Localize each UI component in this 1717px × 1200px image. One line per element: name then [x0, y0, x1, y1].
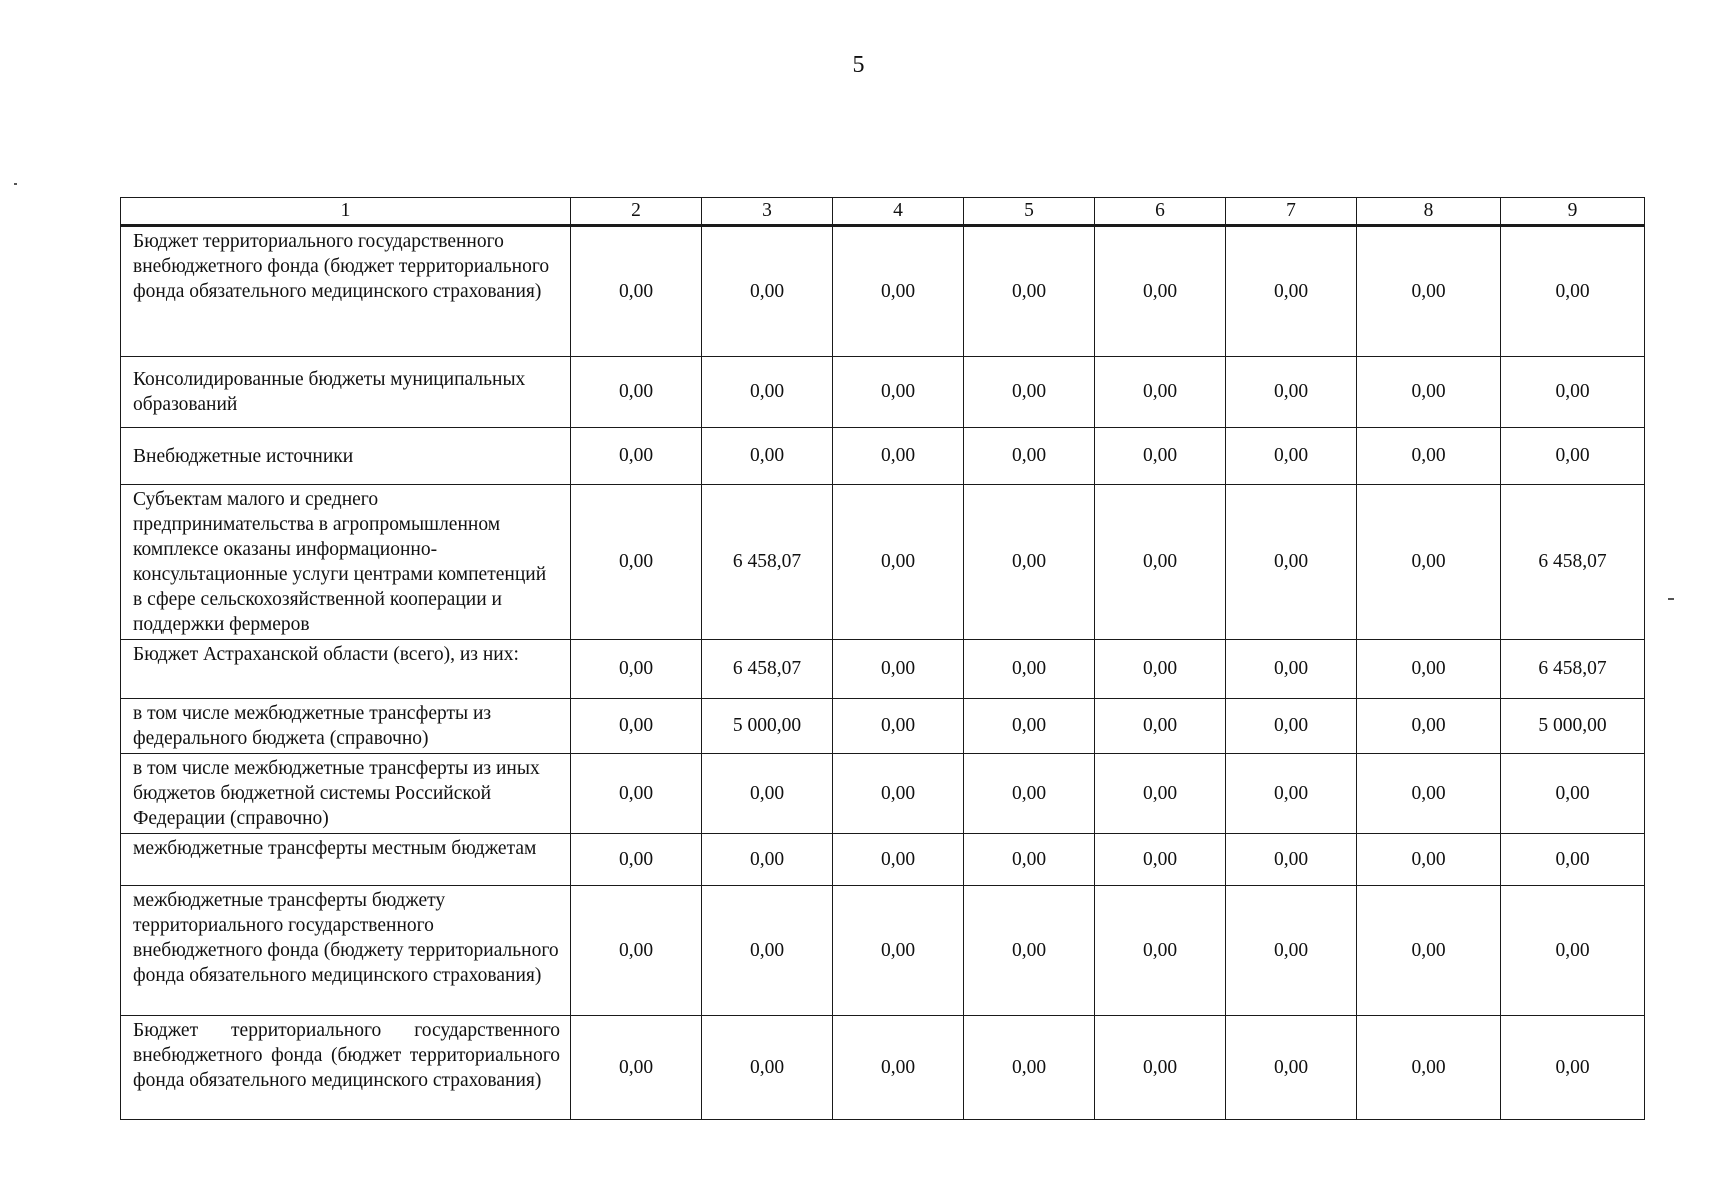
value-cell: 5 000,00 [1501, 699, 1645, 754]
value-cell: 0,00 [571, 357, 702, 428]
value-cell: 0,00 [1357, 640, 1501, 699]
value-cell: 0,00 [702, 428, 833, 485]
value-cell: 0,00 [1357, 1016, 1501, 1120]
value-cell: 0,00 [571, 834, 702, 886]
value-cell: 0,00 [833, 834, 964, 886]
value-cell: 0,00 [571, 699, 702, 754]
table-row [121, 886, 1645, 1016]
value-cell: 0,00 [964, 428, 1095, 485]
value-cell: 5 000,00 [702, 699, 833, 754]
value-cell: 0,00 [1226, 485, 1357, 640]
value-cell: 0,00 [1226, 357, 1357, 428]
column-header: 8 [1357, 198, 1501, 226]
value-cell: 0,00 [702, 834, 833, 886]
column-header: 6 [1095, 198, 1226, 226]
value-cell: 0,00 [1501, 226, 1645, 357]
value-cell: 0,00 [1226, 699, 1357, 754]
value-cell: 0,00 [702, 357, 833, 428]
value-cell: 0,00 [1501, 1016, 1645, 1120]
row-label: Субъектам малого и среднего предпринимательства в агропромышленном комплексе оказаны информационно-консультационные услуги центрами компетенций в сфере сельскохозяйственной кооперации и поддержки фермеров [121, 485, 571, 640]
value-cell: 6 458,07 [1501, 640, 1645, 699]
value-cell: 0,00 [1357, 834, 1501, 886]
table-row [121, 226, 1645, 357]
value-cell: 0,00 [1357, 226, 1501, 357]
value-cell: 0,00 [833, 428, 964, 485]
value-cell: 0,00 [1095, 886, 1226, 1016]
value-cell: 0,00 [1095, 754, 1226, 834]
table-row [121, 485, 1645, 640]
value-cell: 0,00 [1095, 1016, 1226, 1120]
value-cell: 0,00 [571, 1016, 702, 1120]
column-header: 5 [964, 198, 1095, 226]
scan-speck [1668, 598, 1674, 600]
value-cell: 0,00 [833, 640, 964, 699]
value-cell: 0,00 [964, 834, 1095, 886]
value-cell: 0,00 [833, 226, 964, 357]
value-cell: 0,00 [1357, 754, 1501, 834]
value-cell: 0,00 [964, 754, 1095, 834]
value-cell: 0,00 [1226, 428, 1357, 485]
value-cell: 0,00 [571, 640, 702, 699]
value-cell: 0,00 [833, 485, 964, 640]
value-cell: 0,00 [833, 1016, 964, 1120]
value-cell: 0,00 [833, 754, 964, 834]
value-cell: 0,00 [1226, 226, 1357, 357]
row-label: Бюджет Астраханской области (всего), из них: [121, 640, 571, 699]
value-cell: 6 458,07 [1501, 485, 1645, 640]
value-cell: 0,00 [1357, 428, 1501, 485]
table-header-row [121, 198, 1645, 226]
value-cell: 0,00 [1501, 357, 1645, 428]
table-row [121, 640, 1645, 699]
table-row [121, 428, 1645, 485]
row-label: в том числе межбюджетные трансферты из федерального бюджета (справочно) [121, 699, 571, 754]
value-cell: 0,00 [964, 699, 1095, 754]
value-cell: 0,00 [1226, 754, 1357, 834]
value-cell: 0,00 [1095, 640, 1226, 699]
value-cell: 0,00 [1501, 834, 1645, 886]
value-cell: 6 458,07 [702, 640, 833, 699]
value-cell: 0,00 [964, 357, 1095, 428]
value-cell: 0,00 [1357, 699, 1501, 754]
budget-table [120, 197, 1645, 1120]
scan-speck [14, 183, 17, 185]
value-cell: 0,00 [702, 226, 833, 357]
column-header: 1 [121, 198, 571, 226]
table-row [121, 357, 1645, 428]
value-cell: 0,00 [1357, 357, 1501, 428]
value-cell: 0,00 [1226, 640, 1357, 699]
value-cell: 0,00 [1095, 699, 1226, 754]
value-cell: 0,00 [1357, 886, 1501, 1016]
value-cell: 0,00 [964, 640, 1095, 699]
value-cell: 0,00 [1357, 485, 1501, 640]
value-cell: 0,00 [833, 357, 964, 428]
value-cell: 0,00 [1095, 428, 1226, 485]
value-cell: 0,00 [1501, 428, 1645, 485]
value-cell: 0,00 [571, 485, 702, 640]
value-cell: 0,00 [1095, 357, 1226, 428]
row-label: Бюджет территориального государственного внебюджетного фонда (бюджет территориального фонда обязательного медицинского страхования) [121, 1016, 571, 1120]
value-cell: 0,00 [571, 886, 702, 1016]
value-cell: 0,00 [571, 226, 702, 357]
value-cell: 0,00 [702, 886, 833, 1016]
table-row [121, 754, 1645, 834]
column-header: 2 [571, 198, 702, 226]
column-header: 7 [1226, 198, 1357, 226]
value-cell: 0,00 [964, 485, 1095, 640]
value-cell: 6 458,07 [702, 485, 833, 640]
table-row [121, 834, 1645, 886]
row-label: Внебюджетные источники [121, 428, 571, 485]
table-row [121, 1016, 1645, 1120]
row-label: Бюджет территориального государственного внебюджетного фонда (бюджет территориального фонда обязательного медицинского страхования) [121, 226, 571, 357]
value-cell: 0,00 [702, 1016, 833, 1120]
row-label: межбюджетные трансферты местным бюджетам [121, 834, 571, 886]
column-header: 4 [833, 198, 964, 226]
row-label: межбюджетные трансферты бюджету территориального государственного внебюджетного фонда (бюджету территориального фонда обязательного медицинского страхования) [121, 886, 571, 1016]
value-cell: 0,00 [1501, 886, 1645, 1016]
value-cell: 0,00 [571, 754, 702, 834]
page-number: 5 [852, 52, 865, 78]
row-label: Консолидированные бюджеты муниципальных образований [121, 357, 571, 428]
value-cell: 0,00 [1226, 1016, 1357, 1120]
value-cell: 0,00 [1095, 226, 1226, 357]
value-cell: 0,00 [702, 754, 833, 834]
value-cell: 0,00 [1095, 834, 1226, 886]
value-cell: 0,00 [571, 428, 702, 485]
table-row [121, 699, 1645, 754]
value-cell: 0,00 [1226, 886, 1357, 1016]
column-header: 9 [1501, 198, 1645, 226]
column-header: 3 [702, 198, 833, 226]
value-cell: 0,00 [1501, 754, 1645, 834]
value-cell: 0,00 [1095, 485, 1226, 640]
value-cell: 0,00 [964, 226, 1095, 357]
value-cell: 0,00 [964, 886, 1095, 1016]
value-cell: 0,00 [833, 886, 964, 1016]
row-label: в том числе межбюджетные трансферты из иных бюджетов бюджетной системы Российской Федерации (справочно) [121, 754, 571, 834]
value-cell: 0,00 [833, 699, 964, 754]
value-cell: 0,00 [1226, 834, 1357, 886]
value-cell: 0,00 [964, 1016, 1095, 1120]
